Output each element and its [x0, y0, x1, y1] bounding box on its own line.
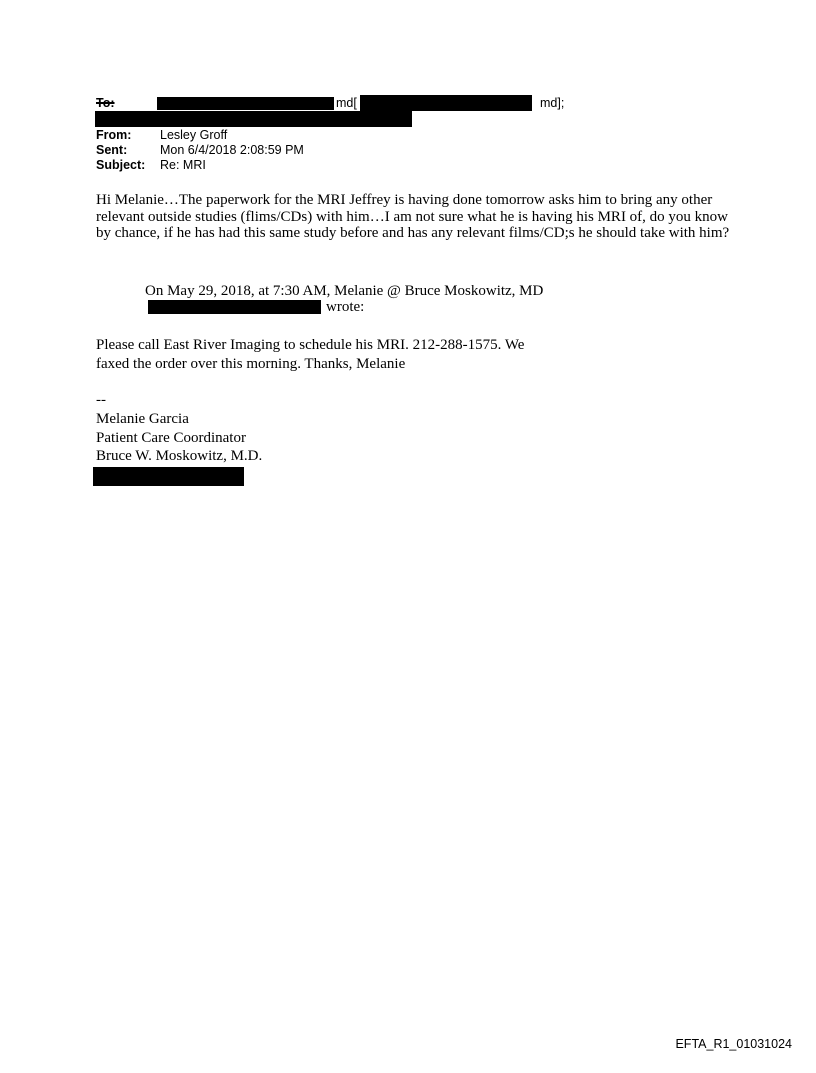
- signature-separator: --: [96, 392, 106, 408]
- signature-title: Patient Care Coordinator: [96, 430, 246, 446]
- from-value: Lesley Groff: [160, 128, 228, 142]
- redaction-signature: [93, 467, 244, 486]
- redaction-to-3: [95, 111, 412, 127]
- document-id: EFTA_R1_01031024: [675, 1037, 792, 1051]
- message-body: Hi Melanie…The paperwork for the MRI Jeffrey is having done tomorrow asks him to bring any other relevant outside studies (flims/CDs) with him…I am not sure what he is having his MRI of, do you know by chance, if he has had this same study before and has any relevant films/CD;s he should take with him?: [96, 192, 730, 241]
- from-row: [96, 128, 227, 142]
- quote-attribution: On May 29, 2018, at 7:30 AM, Melanie @ Bruce Moskowitz, MD: [145, 283, 544, 299]
- from-label: From:: [96, 128, 132, 142]
- signature-org: Bruce W. Moskowitz, M.D.: [96, 448, 263, 464]
- sent-label: Sent:: [96, 143, 128, 157]
- sent-row: [96, 143, 304, 157]
- signature-name: Melanie Garcia: [96, 411, 189, 427]
- quote-wrote: wrote:: [326, 299, 365, 315]
- sent-value: Mon 6/4/2018 2:08:59 PM: [160, 143, 304, 157]
- subject-value: Re: MRI: [160, 158, 206, 172]
- to-fragment-2: md];: [540, 96, 565, 110]
- to-fragment-1: md[: [336, 96, 357, 110]
- reply-line-2: faxed the order over this morning. Thanks, Melanie: [96, 356, 406, 372]
- redaction-quote-email: [148, 300, 321, 314]
- redaction-to-2: [360, 95, 532, 111]
- reply-line-1: Please call East River Imaging to schedule his MRI. 212-288-1575. We: [96, 337, 525, 353]
- subject-row: [96, 158, 206, 172]
- subject-label: Subject:: [96, 158, 146, 172]
- redaction-to-1: [157, 97, 334, 110]
- to-label: To:: [96, 96, 115, 110]
